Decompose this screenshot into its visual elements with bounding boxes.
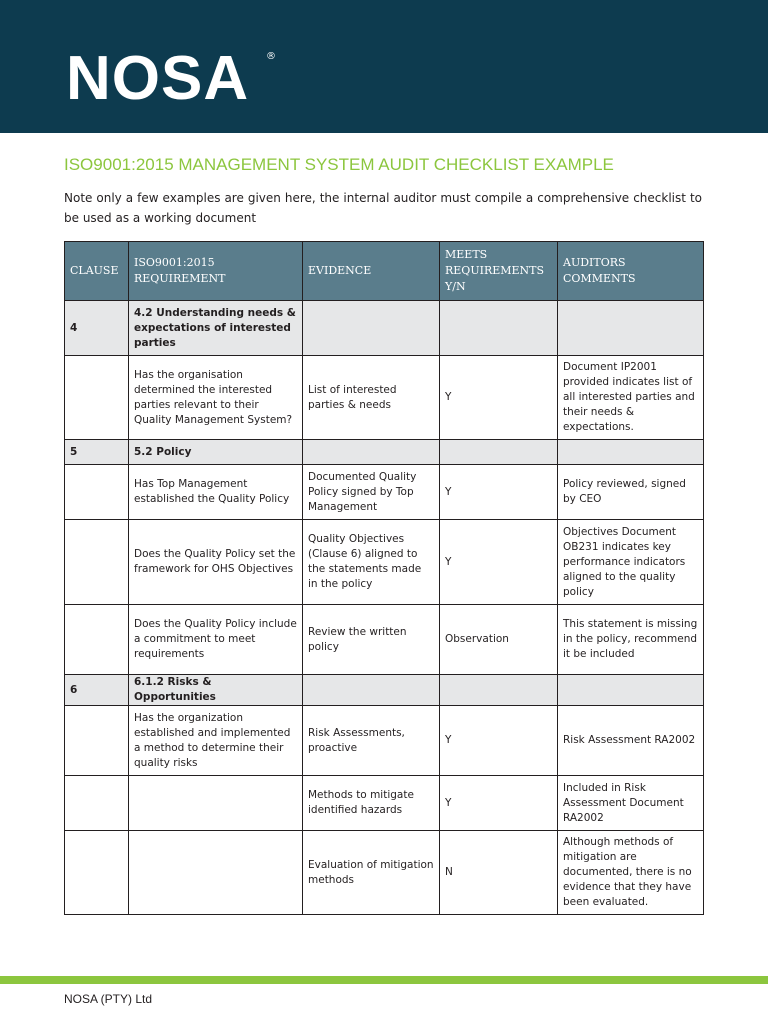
table-row [65, 465, 704, 520]
table-row [65, 831, 704, 915]
meets-cell: Observation [440, 605, 558, 675]
clause-cell: 5 [65, 440, 129, 465]
header-clause: CLAUSE [65, 242, 129, 301]
meets-cell: Y [440, 520, 558, 605]
clause-cell: 6 [65, 675, 129, 706]
meets-cell: Y [440, 776, 558, 831]
nosa-logo: NOSA [66, 44, 250, 113]
footer-company: NOSA (PTY) Ltd [64, 992, 153, 1006]
comments-cell: Objectives Document OB231 indicates key performance indicators aligned to the quality policy [558, 520, 704, 605]
evidence-cell: Quality Objectives (Clause 6) aligned to the statements made in the policy [303, 520, 440, 605]
comments-cell [558, 301, 704, 356]
table-row [65, 776, 704, 831]
meets-cell: Y [440, 356, 558, 440]
comments-cell: Policy reviewed, signed by CEO [558, 465, 704, 520]
comments-cell [558, 675, 704, 706]
comments-cell: Included in Risk Assessment Document RA2002 [558, 776, 704, 831]
requirement-cell: Does the Quality Policy include a commitment to meet requirements [129, 605, 303, 675]
header-evidence: EVIDENCE [303, 242, 440, 301]
evidence-cell [303, 301, 440, 356]
meets-cell: Y [440, 706, 558, 776]
requirement-cell: Has the organization established and implemented a method to determine their quality risks [129, 706, 303, 776]
clause-cell: 4 [65, 301, 129, 356]
requirement-cell: Does the Quality Policy set the framework for OHS Objectives [129, 520, 303, 605]
comments-cell [558, 440, 704, 465]
meets-cell: N [440, 831, 558, 915]
clause-cell [65, 465, 129, 520]
requirement-cell [129, 831, 303, 915]
evidence-cell: Evaluation of mitigation methods [303, 831, 440, 915]
clause-cell [65, 605, 129, 675]
table-section-row [65, 301, 704, 356]
requirement-cell [129, 776, 303, 831]
intro-note: Note only a few examples are given here, the internal auditor must compile a comprehensive checklist to be used as a working document [64, 191, 702, 225]
evidence-cell [303, 675, 440, 706]
comments-cell: This statement is missing in the policy, recommend it be included [558, 605, 704, 675]
requirement-cell: Has the organisation determined the interested parties relevant to their Quality Management System? [129, 356, 303, 440]
registered-trademark-icon: ® [266, 51, 276, 62]
table-row [65, 706, 704, 776]
header-banner [0, 0, 768, 133]
evidence-cell: Risk Assessments, proactive [303, 706, 440, 776]
meets-cell: Y [440, 465, 558, 520]
audit-checklist-table [64, 241, 704, 915]
header-meets-requirements: MEETS REQUIREMENTS Y/N [440, 242, 558, 301]
table-section-row [65, 675, 704, 706]
table-row [65, 520, 704, 605]
header-auditors-comments: AUDITORS COMMENTS [558, 242, 704, 301]
table-section-row [65, 440, 704, 465]
document-title: ISO9001:2015 MANAGEMENT SYSTEM AUDIT CHECKLIST EXAMPLE [64, 155, 614, 174]
evidence-cell: Review the written policy [303, 605, 440, 675]
evidence-cell: Methods to mitigate identified hazards [303, 776, 440, 831]
header-requirement: ISO9001:2015 REQUIREMENT [129, 242, 303, 301]
meets-cell [440, 675, 558, 706]
clause-cell [65, 520, 129, 605]
table-row [65, 356, 704, 440]
evidence-cell: Documented Quality Policy signed by Top Management [303, 465, 440, 520]
comments-cell: Risk Assessment RA2002 [558, 706, 704, 776]
table-header-row [65, 242, 704, 301]
evidence-cell [303, 440, 440, 465]
footer-accent-bar [0, 976, 768, 984]
table-row [65, 605, 704, 675]
requirement-cell: 6.1.2 Risks & Opportunities [129, 675, 303, 706]
comments-cell: Document IP2001 provided indicates list of all interested parties and their needs & expectations. [558, 356, 704, 440]
clause-cell [65, 776, 129, 831]
meets-cell [440, 440, 558, 465]
evidence-cell: List of interested parties & needs [303, 356, 440, 440]
meets-cell [440, 301, 558, 356]
clause-cell [65, 706, 129, 776]
requirement-cell: 5.2 Policy [129, 440, 303, 465]
clause-cell [65, 356, 129, 440]
clause-cell [65, 831, 129, 915]
requirement-cell: Has Top Management established the Quality Policy [129, 465, 303, 520]
requirement-cell: 4.2 Understanding needs & expectations of interested parties [129, 301, 303, 356]
comments-cell: Although methods of mitigation are documented, there is no evidence that they have been evaluated. [558, 831, 704, 915]
